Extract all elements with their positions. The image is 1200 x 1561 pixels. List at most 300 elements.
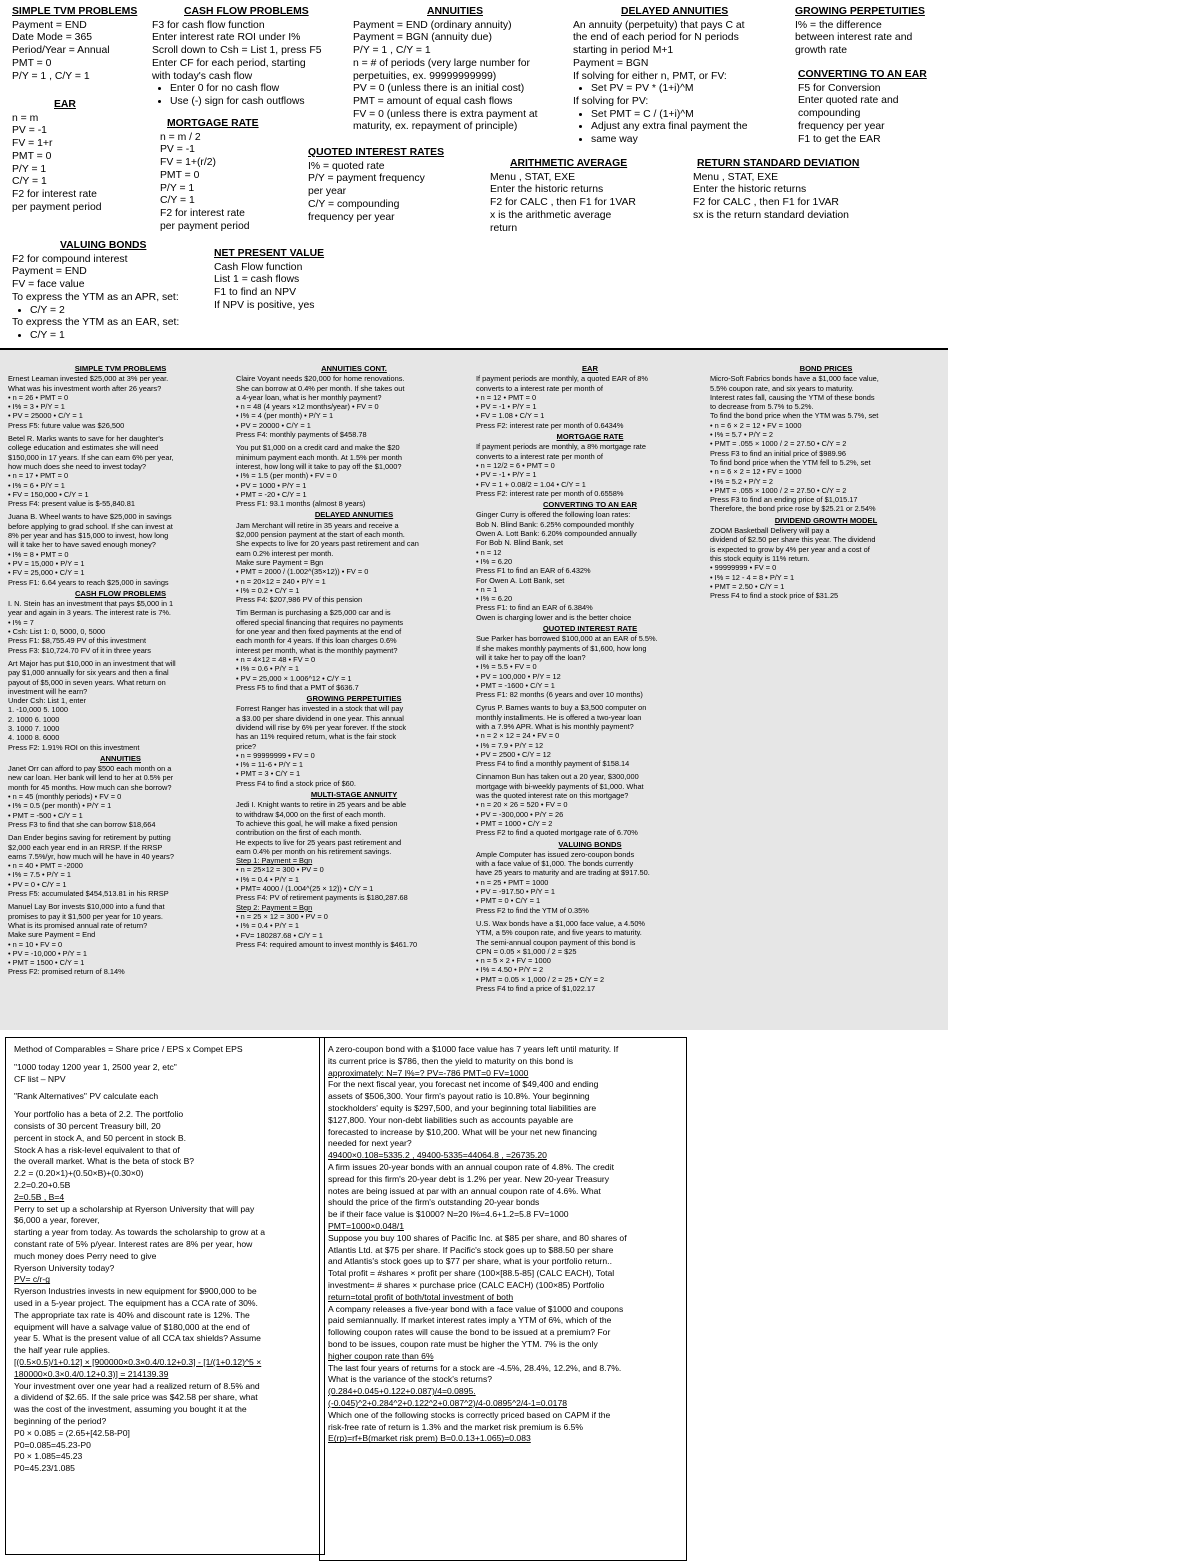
example-heading: DIVIDEND GROWTH MODEL <box>774 515 878 525</box>
text-line: risk-free rate of return is 1.3% and the market risk premium is 6.5% <box>328 1421 584 1432</box>
example-heading: GROWING PERPETUITIES <box>306 694 402 704</box>
text-line: Press F5: accumulated $454,513.81 in his RRSP <box>8 889 169 899</box>
text-line: Betel R. Marks wants to save for her daughter's <box>8 434 164 444</box>
text-line: PMT = 0 <box>12 150 52 162</box>
text-line: • 99999999 • FV = 0 <box>710 563 777 573</box>
text-line: $127,800. Your non-debt liabilities such as accounts payable are <box>328 1114 574 1125</box>
text-line: • PMT = -500 • C/Y = 1 <box>8 810 83 820</box>
text-line: Press F3 to find an initial price of $989.96 <box>710 448 846 458</box>
text-line: CPN = 0.05 × $1,000 / 2 = $25 <box>476 946 577 956</box>
text-line: earns 7.5%/yr, how much will he have in 40 years? <box>8 851 174 861</box>
text-line: Period/Year = Annual <box>12 45 110 57</box>
text-line: • I% = 7.5 • P/Y = 1 <box>8 870 71 880</box>
text-line: earn 0.4% per month on his retirement savings. <box>236 846 392 856</box>
answer-line: PMT=1000×0.048/1 <box>328 1220 404 1231</box>
section-title: DELAYED ANNUITIES <box>621 6 729 17</box>
text-line: • PMT = 0 • C/Y = 1 <box>476 896 541 906</box>
text-line: Ginger Curry is offered the following loan rates: <box>476 510 631 520</box>
text-line: • n = 99999999 • FV = 0 <box>236 750 315 760</box>
section-title: MORTGAGE RATE <box>167 118 259 129</box>
example-heading: CASH FLOW PROBLEMS <box>74 588 167 598</box>
notes-box-right <box>319 1037 687 1561</box>
text-line: C/Y = compounding <box>308 198 400 210</box>
text-line: FV = face value <box>12 279 85 291</box>
text-line: • n = 1 <box>476 584 498 594</box>
section-title: EAR <box>54 99 76 110</box>
text-line: To find the bond price when the YTM was 5.7%, set <box>710 411 879 421</box>
text-line: She expects to live for 20 years past retirement and can <box>236 539 419 549</box>
text-line: 8% per year and has $15,000 to invest, how long <box>8 531 169 541</box>
example-heading: MORTGAGE RATE <box>556 432 624 442</box>
text-line: Press F1: 6.64 years to reach $25,000 in savings <box>8 577 169 587</box>
text-line: PMT = 0 <box>12 57 52 69</box>
text-line: • PV = -1 • P/Y = 1 <box>476 402 537 412</box>
text-line: investment will he earn? <box>8 686 88 696</box>
text-line: Press F4: monthly payments of $458.78 <box>236 430 367 440</box>
example-heading: VALUING BONDS <box>558 839 622 849</box>
text-line: YTM, a 5% coupon rate, and five years to maturity. <box>476 928 642 938</box>
answer-line: Step 1: Payment = Bgn <box>236 856 313 866</box>
text-line: A zero-coupon bond with a $1000 face value has 7 years left until maturity. If <box>328 1044 619 1054</box>
text-line: a dividend of $2.65. If the sale price was $42.58 per share, what <box>14 1392 258 1403</box>
text-line: payout of $5,000 in seven years. What return on <box>8 677 166 687</box>
text-line: will it take her to pay off the loan? <box>476 652 586 662</box>
text-line: If solving for PV: <box>573 95 649 107</box>
text-line: Dan Ender begins saving for retirement by putting <box>8 833 171 843</box>
worked-examples <box>0 350 948 1030</box>
answer-line: higher coupon rate than 6% <box>328 1350 434 1361</box>
bullet: • Enter 0 for no cash flow <box>170 83 322 96</box>
examples-column-2 <box>236 362 472 949</box>
text-line: 4. 1000 8. 6000 <box>8 733 60 743</box>
text-line: • I% = 0.2 • C/Y = 1 <box>236 585 300 595</box>
text-line: compounding <box>798 108 861 120</box>
text-line: $2,000 pension payment at the start of each month. <box>236 530 405 540</box>
text-line: • PV = -300,000 • P/Y = 26 <box>476 809 564 819</box>
text-line: • PMT = 2000 / (1.002^(35×12)) • FV = 0 <box>236 567 369 577</box>
answer-line: (0.284+0.045+0.122+0.087)/4=0.0895. <box>328 1386 476 1397</box>
text-line: perpetuities, ex. 99999999999) <box>353 70 497 82</box>
text-line: • PMT = 3 • C/Y = 1 <box>236 769 301 779</box>
text-line: • n = 20 × 26 = 520 • FV = 0 <box>476 800 568 810</box>
text-line: • I% = 8 • PMT = 0 <box>8 549 69 559</box>
text-line: • PV = -917.50 • P/Y = 1 <box>476 887 555 897</box>
bullet: • Set PMT = C / (1+i)^M <box>591 109 748 122</box>
text-line: Janet Orr can afford to pay $500 each month on a <box>8 764 172 774</box>
example-heading: EAR <box>581 364 599 373</box>
bullet: • same way <box>591 134 748 147</box>
section-title: ANNUITIES <box>427 6 483 17</box>
text-line: F1 to find an NPV <box>214 287 297 299</box>
text-line: • n = 12 <box>476 547 502 557</box>
text-line: F5 for Conversion <box>798 82 881 94</box>
text-line: • PMT = -1600 • C/Y = 1 <box>476 680 555 690</box>
text-line: • I% = 1.5 (per month) • FV = 0 <box>236 471 337 481</box>
text-line: P0 × 0.085 = (2.65+[42.58-P0] <box>14 1427 130 1438</box>
text-line: before applying to grad school. If she can invest at <box>8 521 173 531</box>
text-line: Owen A. Lott Bank: 6.20% compounded annually <box>476 529 637 539</box>
text-line: sx is the return standard deviation <box>693 209 849 221</box>
text-line: If she makes monthly payments of $1,600, how long <box>476 643 647 653</box>
text-line: • PMT = .055 × 1000 / 2 = 27.50 • C/Y = 2 <box>710 439 847 449</box>
bullet: • Set PV = PV * (1+i)^M <box>591 83 748 96</box>
text-line: starting in period M+1 <box>573 45 674 57</box>
text-line: Your portfolio has a beta of 2.2. The portfolio <box>14 1109 184 1120</box>
text-line: between interest rate and <box>795 32 913 44</box>
text-line: Enter CF for each period, starting <box>152 57 306 69</box>
text-line: Press F1: 93.1 months (almost 8 years) <box>236 499 366 509</box>
text-line: Press F1: $8,755.49 PV of this investment <box>8 636 147 646</box>
text-line: If solving for either n, PMT, or FV: <box>573 70 727 82</box>
text-line: "Rank Alternatives" PV calculate each <box>14 1091 159 1102</box>
section-title: CONVERTING TO AN EAR <box>798 69 927 80</box>
text-line: with a face value of $1,000. The bonds currently <box>476 859 634 869</box>
text-line: He expects to live for 25 years past retirement and <box>236 837 402 847</box>
text-line: maturity, ex. repayment of principle) <box>353 121 518 133</box>
text-line: minimum payment each month. At 1.5% per month <box>236 452 402 462</box>
text-line: Press F2: 1.91% ROI on this investment <box>8 742 140 752</box>
text-line: Date Mode = 365 <box>12 32 93 44</box>
text-line: Press F2: interest rate per month of 0.6558% <box>476 488 624 498</box>
text-line: promises to pay it $1,500 per year for 10 years. <box>8 911 163 921</box>
section-title: NET PRESENT VALUE <box>214 248 325 259</box>
text-line: a 4-year loan, what is her monthly payment? <box>236 392 382 402</box>
text-line: with a 7.9% APR. What is his monthly payment? <box>476 721 634 731</box>
text-line: • PV = 0 • C/Y = 1 <box>8 879 67 889</box>
text-line: • PMT = 1500 • C/Y = 1 <box>8 958 85 968</box>
text-line: Forrest Ranger has invested in a stock that will pay <box>236 704 404 714</box>
text-line: n = m / 2 <box>160 131 201 143</box>
text-line: Tim Berman is purchasing a $25,000 car and is <box>236 608 391 618</box>
answer-line: Step 2: Payment = Bgn <box>236 902 313 912</box>
text-line: stockholders' equity is $297,500, and your beginning total liabilities are <box>328 1102 597 1113</box>
text-line: the end of each period for N periods <box>573 32 739 44</box>
quoted-interest-section <box>308 147 444 224</box>
text-line: PMT = amount of equal cash flows <box>353 95 513 107</box>
text-line: You put $1,000 on a credit card and make the $20 <box>236 443 400 453</box>
text-line: Ample Computer has issued zero-coupon bonds <box>476 849 635 859</box>
text-line: 5.5% coupon rate, and six years to maturity. <box>710 383 854 393</box>
text-line: • I% = 7.9 • P/Y = 12 <box>476 740 544 750</box>
text-line: assets of $506,300. Your firm's payout ratio is 10.8%. Your beginning <box>328 1091 590 1102</box>
text-line: per year <box>308 186 347 198</box>
text-line: • PMT = 1000 • C/Y = 2 <box>476 818 553 828</box>
text-line: • I% = 6 • P/Y = 1 <box>8 480 65 490</box>
text-line: Cinnamon Bun has taken out a 20 year, $300,000 <box>476 772 639 782</box>
text-line: Juana B. Wheel wants to have $25,000 in savings <box>8 512 172 522</box>
text-line: • n = 12/2 = 6 • PMT = 0 <box>476 460 555 470</box>
section-title: ARITHMETIC AVERAGE <box>510 158 628 169</box>
text-line: • I% = 4.50 • P/Y = 2 <box>476 965 544 975</box>
text-line: For Owen A. Lott Bank, set <box>476 575 565 585</box>
text-line: starting a year from today. As towards the scholarship to grow at a <box>14 1227 266 1238</box>
text-line: • n = 25 × 12 = 300 • PV = 0 <box>236 911 328 921</box>
arithmetic-average-section <box>490 158 636 235</box>
text-line: Perry to set up a scholarship at Ryerson University that will pay <box>14 1203 255 1214</box>
text-line: converts to a interest rate per month of <box>476 383 603 393</box>
text-line: For Bob N. Blind Bank, set <box>476 538 564 548</box>
text-line: Press F1: to find an EAR of 6.384% <box>476 603 593 613</box>
text-line: • I% = 0.6 • P/Y = 1 <box>236 664 299 674</box>
text-line: The semi-annual coupon payment of this bond is <box>476 937 636 947</box>
text-line: • FV= 180287.68 • C/Y = 1 <box>236 930 323 940</box>
text-line: n = m <box>12 112 39 124</box>
text-line: • PV = 2500 • C/Y = 12 <box>476 749 551 759</box>
text-line: interest, how long will it take to pay off the $1,000? <box>236 461 402 471</box>
text-line: Payment = BGN (annuity due) <box>353 32 492 44</box>
text-line: used in a 5-year project. The equipment has a CCA rate of 30%. <box>14 1297 258 1308</box>
text-line: x is the arithmetic average <box>490 209 612 221</box>
text-line: paid semiannually. If market interest rates imply a YTM of 6%, which of the <box>328 1315 612 1326</box>
text-line: investment= # shares × purchase price (CALC EACH) (100×85) Portfolio <box>328 1279 605 1290</box>
text-line: dividend of $2.50 per share this year. The dividend <box>710 535 876 545</box>
text-line: consists of 30 percent Treasury bill, 20 <box>14 1120 161 1131</box>
text-line: • I% = 5.2 • P/Y = 2 <box>710 476 773 486</box>
text-line: frequency per year <box>308 211 395 223</box>
text-line: PV = -1 <box>12 125 47 137</box>
text-line: how much does she need to invest today? <box>8 461 147 471</box>
text-line: Which one of the following stocks is correctly priced based on CAPM if the <box>328 1409 611 1420</box>
examples-column-1 <box>8 362 233 977</box>
text-line: Cash Flow function <box>214 261 303 273</box>
text-line: To express the YTM as an EAR, set: <box>12 317 180 329</box>
text-line: contribution on the first of each month. <box>236 828 362 838</box>
text-line: Press F4: $207,986 PV of this pension <box>236 595 363 605</box>
text-line: month for 45 months. How much can she borrow? <box>8 782 172 792</box>
text-line: Suppose you buy 100 shares of Pacific Inc. at $85 per share, and 80 shares of <box>328 1232 627 1243</box>
text-line: • I% = 6.20 <box>476 594 513 604</box>
text-line: • PMT= 4000 / (1.004^(25 × 12)) • C/Y = 1 <box>236 884 374 894</box>
text-line: • PV = 25000 • C/Y = 1 <box>8 411 83 421</box>
text-line: What is its promised annual rate of return? <box>8 920 148 930</box>
text-line: each month for 4 years. If this loan charges 0.6% <box>236 636 397 646</box>
text-line: 2.2=0.20+0.5B <box>14 1179 71 1190</box>
text-line: • PMT = 2.50 • C/Y = 1 <box>710 581 785 591</box>
text-line: $150,000 in 17 years. If she can earn 6% per year, <box>8 452 174 462</box>
text-line: • FV = 150,000 • C/Y = 1 <box>8 489 89 499</box>
text-line: Jedi I. Knight wants to retire in 25 years and be able <box>236 800 407 810</box>
text-line: • PV = -10,000 • P/Y = 1 <box>8 948 87 958</box>
text-line: Press F4: required amount to invest monthly is $461.70 <box>236 939 418 949</box>
text-line: PV = -1 <box>160 144 195 156</box>
text-line: is expected to grow by 4% per year and a cost of <box>710 544 870 554</box>
text-line: P/Y = 1 <box>160 182 195 194</box>
text-line: P/Y = 1 , C/Y = 1 <box>353 45 431 57</box>
cash-flow-section <box>152 6 322 109</box>
text-line: $6,000 a year, forever, <box>14 1215 100 1226</box>
text-line: Press F4: PV of retirement payments is $180,287.68 <box>236 893 408 903</box>
text-line: be if their face value is $1000? N=20 I%=4.6+1.2=5.8 FV=1000 <box>328 1209 569 1220</box>
text-line: "1000 today 1200 year 1, 2500 year 2, etc" <box>14 1061 177 1072</box>
text-line: • n = 48 (4 years ×12 months/year) • FV = 0 <box>236 402 379 412</box>
text-line: Payment = END <box>12 266 87 278</box>
answer-line: [(0.5×0.5)/1+0.12] × [900000×0.3×0.4/0.12+0.3] - [1/(1+0.12)^5 × <box>14 1356 262 1367</box>
mortgage-rate-section <box>160 118 259 233</box>
section-title: QUOTED INTEREST RATES <box>308 147 445 158</box>
text-line: • PMT = 0.05 × 1,000 / 2 = 25 • C/Y = 2 <box>476 974 605 984</box>
text-line: forecasted to increase by $10,200. What will be your net new financing <box>328 1126 597 1137</box>
text-line: Ryerson Industries invests in new equipment for $900,000 to be <box>14 1286 257 1297</box>
example-heading: ANNUITIES CONT. <box>321 364 387 373</box>
text-line: 3. 1000 7. 1000 <box>8 723 60 733</box>
text-line: its current price is $786, then the yield to maturity on this bond is <box>328 1055 574 1066</box>
text-line: • FV = 1 + 0.08/2 = 1.04 • C/Y = 1 <box>476 479 586 489</box>
text-line: • n = 20×12 = 240 • P/Y = 1 <box>236 576 326 586</box>
text-line: Make sure Payment = End <box>8 930 96 940</box>
text-line: Your investment over one year had a realized return of 8.5% and <box>14 1380 260 1391</box>
text-line: FV = 1+(r/2) <box>160 157 217 169</box>
text-line: • n = 12 • PMT = 0 <box>476 392 537 402</box>
text-line: • n = 40 • PMT = -2000 <box>8 861 83 871</box>
text-line: • n = 17 • PMT = 0 <box>8 471 69 481</box>
section-title: SIMPLE TVM PROBLEMS <box>12 6 138 17</box>
text-line: C/Y = 1 <box>12 176 47 188</box>
text-line: • I% = 5.5 • FV = 0 <box>476 662 537 672</box>
text-line: • PV = 1000 • P/Y = 1 <box>236 480 307 490</box>
text-line: To find bond price when the YTM fell to 5.2%, set <box>710 457 871 467</box>
text-line: To express the YTM as an APR, set: <box>12 291 179 303</box>
annuities-section <box>353 6 538 134</box>
text-line: • PV = 100,000 • P/Y = 12 <box>476 671 561 681</box>
text-line: Press F4 to find a stock price of $31.25 <box>710 591 839 601</box>
text-line: Enter interest rate ROI under I% <box>152 32 301 44</box>
text-line: • n = 6 × 2 = 12 • FV = 1000 <box>710 467 802 477</box>
text-line: • n = 26 • PMT = 0 <box>8 392 69 402</box>
text-line: interest per month, what is the monthly payment? <box>236 645 398 655</box>
text-line: Atlantis Ltd. at $75 per share. If Pacific's stock goes up to $88.50 per share <box>328 1244 614 1255</box>
text-line: Art Major has put $10,000 in an investment that will <box>8 658 176 668</box>
text-line: 1. -10,000 5. 1000 <box>8 705 68 715</box>
example-heading: QUOTED INTEREST RATE <box>542 624 638 634</box>
text-line: F2 for CALC , then F1 for 1VAR <box>490 197 636 209</box>
text-line: Press F1: 82 months (6 years and over 10 months) <box>476 690 643 700</box>
text-line: P/Y = 1 <box>12 163 47 175</box>
text-line: I. N. Stein has an investment that pays $5,000 in 1 <box>8 599 174 609</box>
text-line: frequency per year <box>798 120 885 132</box>
text-line: this stock equity is 11% return. <box>710 553 810 563</box>
text-line: notes are being issued at par with an annual coupon rate of 4.6%. What <box>328 1185 601 1196</box>
text-line: If payment periods are monthly, a 8% mortgage rate <box>476 442 646 452</box>
text-line: Press F3: $10,724.70 FV of it in three years <box>8 645 151 655</box>
bullet: • Use (-) sign for cash outflows <box>170 96 322 109</box>
text-line: Stock A has a risk-level equivalent to that of <box>14 1144 180 1155</box>
text-line: Therefore, the bond price rose by $25.21 or 2.54% <box>710 504 876 514</box>
text-line: Menu , STAT, EXE <box>693 171 779 183</box>
text-line: Press F4 to find a stock price of $60. <box>236 778 356 788</box>
text-line: Manuel Lay Bor invests $10,000 into a fund that <box>8 902 165 912</box>
text-line: a $3.00 per share dividend in one year. This annual <box>236 713 404 723</box>
text-line: • PMT = -20 • C/Y = 1 <box>236 489 307 499</box>
text-line: FV = 0 (unless there is extra payment at <box>353 108 538 120</box>
text-line: Menu , STAT, EXE <box>490 171 576 183</box>
answer-line: return=total profit of both/total investment of both <box>328 1291 514 1302</box>
text-line: growth rate <box>795 45 847 57</box>
text-line: have 25 years to maturity and are trading at $917.50. <box>476 868 650 878</box>
text-line: F2 for CALC , then F1 for 1VAR <box>693 197 839 209</box>
example-heading: CONVERTING TO AN EAR <box>542 500 638 510</box>
text-line: Enter the historic returns <box>490 184 604 196</box>
simple-tvm-section <box>12 6 137 83</box>
text-line: P/Y = 1 , C/Y = 1 <box>12 70 90 82</box>
text-line: I% = the difference <box>795 19 882 31</box>
text-line: • n = 5 × 2 • FV = 1000 <box>476 956 551 966</box>
example-heading: DELAYED ANNUITIES <box>314 510 394 520</box>
text-line: • n = 6 × 2 = 12 • FV = 1000 <box>710 420 802 430</box>
text-line: • PV = 15,000 • P/Y = 1 <box>8 558 85 568</box>
text-line: pay $1,000 annually for six years and then a final <box>8 668 169 678</box>
text-line: per payment period <box>160 220 250 232</box>
text-line: needed for next year? <box>328 1138 412 1149</box>
text-line: The last four years of returns for a stock are -4.5%, 28.4%, 12.2%, and 8.7%. <box>328 1362 622 1373</box>
text-line: 2. 1000 6. 1000 <box>8 714 60 724</box>
text-line: Sue Parker has borrowed $100,000 at an EAR of 5.5%. <box>476 634 658 644</box>
text-line: F1 to get the EAR <box>798 133 881 145</box>
text-line: Cyrus P. Barnes wants to buy a $3,500 computer on <box>476 703 647 713</box>
ear-section <box>12 99 102 214</box>
text-line: Press F3 to find an ending price of $1,015.17 <box>710 495 858 505</box>
text-line: The appropriate tax rate is 40% and discount rate is 12%. The <box>14 1309 250 1320</box>
text-line: U.S. Wax bonds have a $1,000 face value, a 4.50% <box>476 918 645 928</box>
text-line: • I% = 0.4 • P/Y = 1 <box>236 874 299 884</box>
text-line: Make sure Payment = Bgn <box>236 557 324 567</box>
text-line: should the price of the firm's outstanding 20-year bonds <box>328 1197 540 1208</box>
text-line: • I% = 0.4 • P/Y = 1 <box>236 921 299 931</box>
text-line: A firm issues 20-year bonds with an annual coupon rate of 4.8%. The credit <box>328 1161 614 1172</box>
notes-box-left <box>5 1037 325 1555</box>
text-line: offered special financing that requires no payments <box>236 617 404 627</box>
text-line: mortgage with bi-weekly payments of $1,000. What <box>476 781 644 791</box>
text-line: F2 for interest rate <box>160 207 245 219</box>
text-line: Enter quoted rate and <box>798 95 899 107</box>
text-line: F2 for interest rate <box>12 188 97 200</box>
text-line: A company releases a five-year bond with a face value of $1000 and coupons <box>328 1303 624 1314</box>
text-line: Under Csh: List 1, enter <box>8 696 87 706</box>
text-line: • PMT = .055 × 1000 / 2 = 27.50 • C/Y = 2 <box>710 485 847 495</box>
text-line: Press F4: present value is $-55,840.81 <box>8 499 135 509</box>
text-line: equipment will have a salvage value of $180,000 at the end of <box>14 1321 250 1332</box>
text-line: and Atlantis's stock goes up to $77 per share, what is your portfolio return.. <box>328 1256 612 1267</box>
text-line: year and again in 3 years. The interest rate is 7%. <box>8 608 171 618</box>
text-line: CF list – NPV <box>14 1073 66 1084</box>
text-line: much money does Perry need to give <box>14 1250 157 1261</box>
answer-line: PV= c/r-g <box>14 1274 51 1285</box>
text-line: monthly installments. He is offered a two-year loan <box>476 712 642 722</box>
text-line: college education and estimates she will need <box>8 443 159 453</box>
answer-line: (-0.045)^2+0.284^2+0.122^2+0.087^2)/4-0.0895^2/4-1=0.0178 <box>328 1397 568 1408</box>
text-line: to withdraw $4,000 on the first of each month. <box>236 809 386 819</box>
text-line: converts to a interest rate per month of <box>476 451 603 461</box>
examples-column-3 <box>476 362 704 993</box>
valuing-bonds-section <box>12 240 179 343</box>
text-line: Payment = END <box>12 19 87 31</box>
text-line: PV = 0 (unless there is an initial cost) <box>353 83 525 95</box>
section-title: VALUING BONDS <box>60 240 147 251</box>
examples-column-4 <box>710 362 942 600</box>
text-line: constant rate of 5% p/year. Interest rates are 8% per year, how <box>14 1238 253 1249</box>
example-heading: SIMPLE TVM PROBLEMS <box>74 364 167 373</box>
text-line: Method of Comparables = Share price / EPS x Compet EPS <box>14 1044 243 1054</box>
answer-line: 180000×0.3×0.4/0.12+0.3)] = 214139.39 <box>14 1368 169 1379</box>
text-line: Press F4 to find a monthly payment of $158.14 <box>476 759 630 769</box>
section-title: CASH FLOW PROBLEMS <box>184 6 309 17</box>
text-line: • n = 4×12 = 48 • FV = 0 <box>236 654 316 664</box>
text-line: • n = 25×12 = 300 • PV = 0 <box>236 865 324 875</box>
text-line: will it take her to have saved enough money? <box>8 540 156 550</box>
text-line: Press F2 to find the YTM of 0.35% <box>476 905 589 915</box>
text-line: for one year and then fixed payments at the end of <box>236 627 402 637</box>
text-line: FV = 1+r <box>12 138 53 150</box>
text-line: ZOOM Basketball Delivery will pay a <box>710 526 830 536</box>
